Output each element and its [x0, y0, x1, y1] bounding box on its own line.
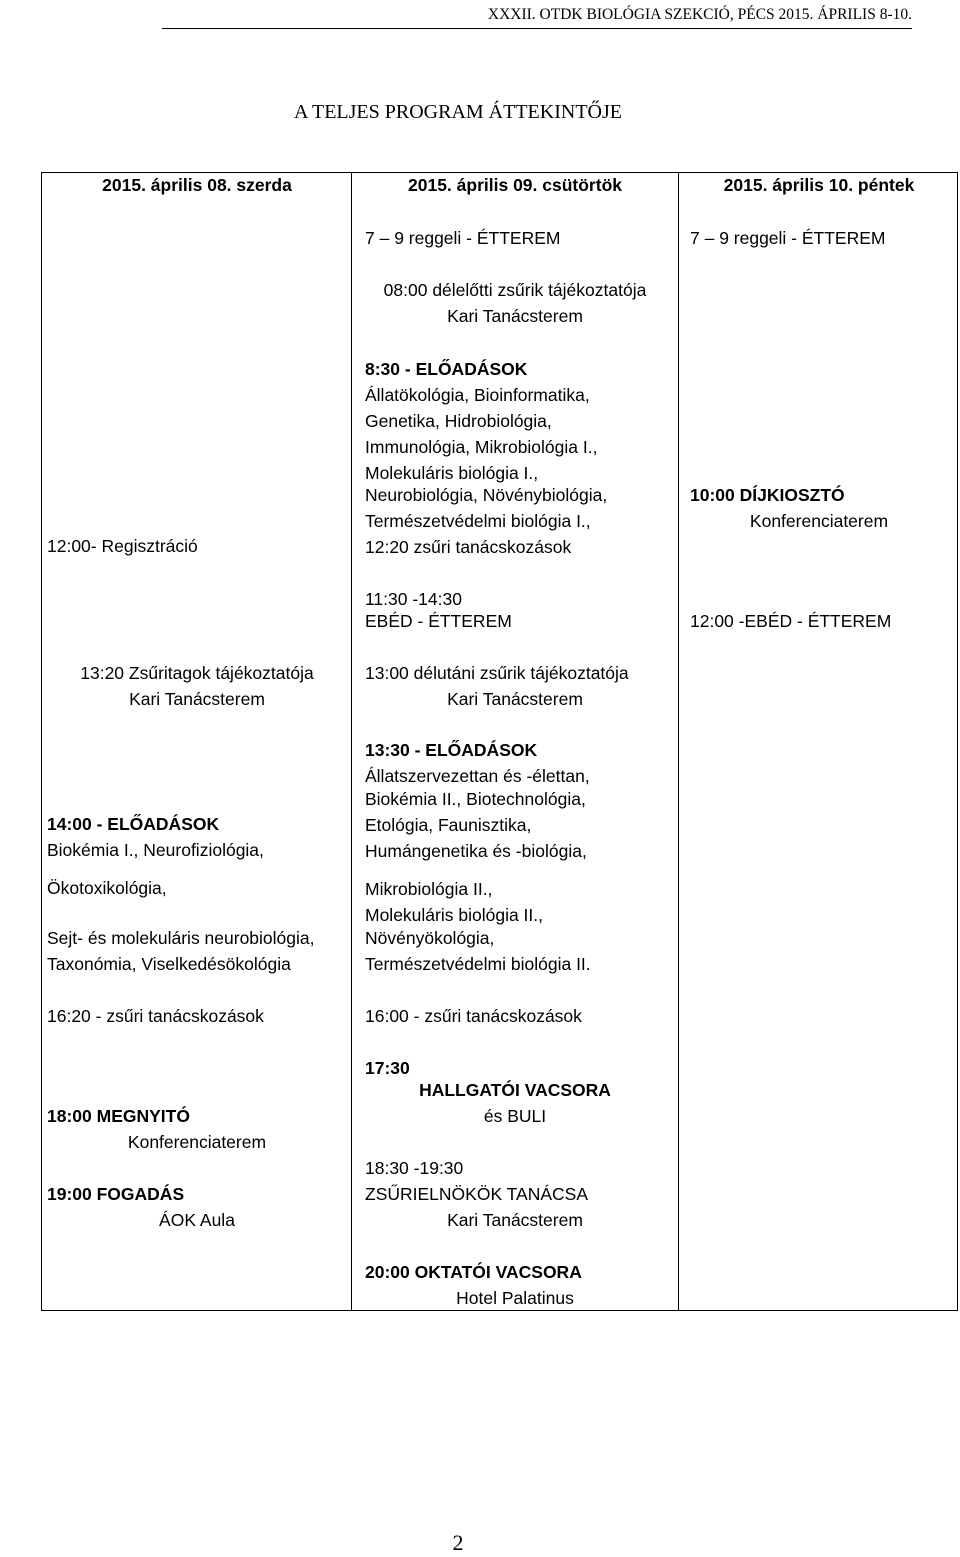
day2-heading: 2015. április 09. csütörtök [408, 175, 622, 195]
day1-opening-place: Konferenciaterem [127, 1132, 267, 1152]
day2-afternoon-lectures-line: Molekuláris biológia II., [365, 905, 543, 925]
day2-morning-jury: 12:20 zsűri tanácskozások [365, 537, 572, 557]
day2-morning-lectures-line: Természetvédelmi biológia I., [365, 511, 591, 531]
day3-awards-place: Konferenciaterem [749, 511, 889, 531]
day3-breakfast: 7 – 9 reggeli - ÉTTEREM [690, 228, 886, 248]
day2-morning-lectures-line: Genetika, Hidrobiológia, [365, 411, 552, 431]
day3-lunch: 12:00 -EBÉD - ÉTTEREM [690, 611, 892, 631]
day1-opening-title: 18:00 MEGNYITÓ [47, 1106, 190, 1126]
day2-council-time: 18:30 -19:30 [365, 1158, 464, 1178]
column-divider [351, 172, 352, 1311]
day2-afternoon-briefing-place: Kari Tanácsterem [447, 689, 583, 709]
day2-morning-lectures-line: Állatökológia, Bioinformatika, [365, 385, 590, 405]
day2-afternoon-lectures-line: Humángenetika és -biológia, [365, 841, 587, 861]
day2-afternoon-lectures-line: Biokémia II., Biotechnológia, [365, 789, 586, 809]
day2-afternoon-lectures-line: Állatszervezettan és -élettan, [365, 766, 590, 786]
day1-reception-place: ÁOK Aula [159, 1210, 235, 1230]
day1-jury: 16:20 - zsűri tanácskozások [47, 1006, 264, 1026]
day1-reception-title: 19:00 FOGADÁS [47, 1184, 185, 1204]
day2-morning-lectures-line: Molekuláris biológia I., [365, 463, 539, 483]
page-number: 2 [452, 1530, 464, 1555]
day1-registration: 12:00- Regisztráció [47, 536, 198, 556]
day2-morning-lectures-title: 8:30 - ELŐADÁSOK [365, 359, 528, 379]
day2-council-title: ZSŰRIELNÖKÖK TANÁCSA [365, 1184, 589, 1204]
day2-afternoon-briefing-title: 13:00 délutáni zsűrik tájékoztatója [365, 663, 629, 683]
day2-morning-lectures-line: Neurobiológia, Növénybiológia, [365, 485, 608, 505]
day2-afternoon-lectures-line: Természetvédelmi biológia II. [365, 954, 591, 974]
day2-lunch-place: EBÉD - ÉTTEREM [365, 611, 512, 631]
day2-morning-briefing-place: Kari Tanácsterem [447, 306, 583, 326]
day2-morning-lectures-line: Immunológia, Mikrobiológia I., [365, 437, 598, 457]
day1-lectures-line: Taxonómia, Viselkedésökológia [47, 954, 291, 974]
day2-morning-briefing-title: 08:00 délelőtti zsűrik tájékoztatója [383, 280, 647, 300]
day2-dinner-title: HALLGATÓI VACSORA [419, 1080, 611, 1100]
day2-lunch-time: 11:30 -14:30 [365, 589, 462, 609]
day3-heading: 2015. április 10. péntek [723, 175, 915, 195]
day2-council-place: Kari Tanácsterem [447, 1210, 583, 1230]
day3-awards-title: 10:00 DÍJKIOSZTÓ [690, 485, 845, 505]
day1-lectures-line: Sejt- és molekuláris neurobiológia, [47, 928, 315, 948]
day2-afternoon-lectures-line: Mikrobiológia II., [365, 879, 493, 899]
day2-breakfast: 7 – 9 reggeli - ÉTTEREM [365, 228, 561, 248]
day2-afternoon-lectures-line: Növényökológia, [365, 928, 495, 948]
day2-teachers-dinner-title: 20:00 OKTATÓI VACSORA [365, 1262, 582, 1282]
day2-afternoon-lectures-title: 13:30 - ELŐADÁSOK [365, 740, 538, 760]
day2-teachers-dinner-place: Hotel Palatinus [456, 1288, 574, 1308]
day2-dinner-subtitle: és BULI [483, 1106, 547, 1126]
day1-lectures-line: Ökotoxikológia, [47, 878, 167, 898]
day1-briefing-place: Kari Tanácsterem [129, 689, 265, 709]
day2-afternoon-lectures-line: Etológia, Faunisztika, [365, 815, 532, 835]
day1-heading: 2015. április 08. szerda [102, 175, 292, 195]
day1-lectures-line: Biokémia I., Neurofiziológia, [47, 840, 264, 860]
running-head: XXXII. OTDK BIOLÓGIA SZEKCIÓ, PÉCS 2015. ÁPRILIS 8-10. [162, 6, 912, 29]
column-divider [678, 172, 679, 1311]
day1-briefing-title: 13:20 Zsűritagok tájékoztatója [80, 663, 314, 683]
day2-afternoon-jury: 16:00 - zsűri tanácskozások [365, 1006, 582, 1026]
day1-lectures-title: 14:00 - ELŐADÁSOK [47, 814, 220, 834]
page-title: A TELJES PROGRAM ÁTTEKINTŐJE [294, 101, 622, 123]
day2-dinner-time: 17:30 [365, 1058, 410, 1078]
